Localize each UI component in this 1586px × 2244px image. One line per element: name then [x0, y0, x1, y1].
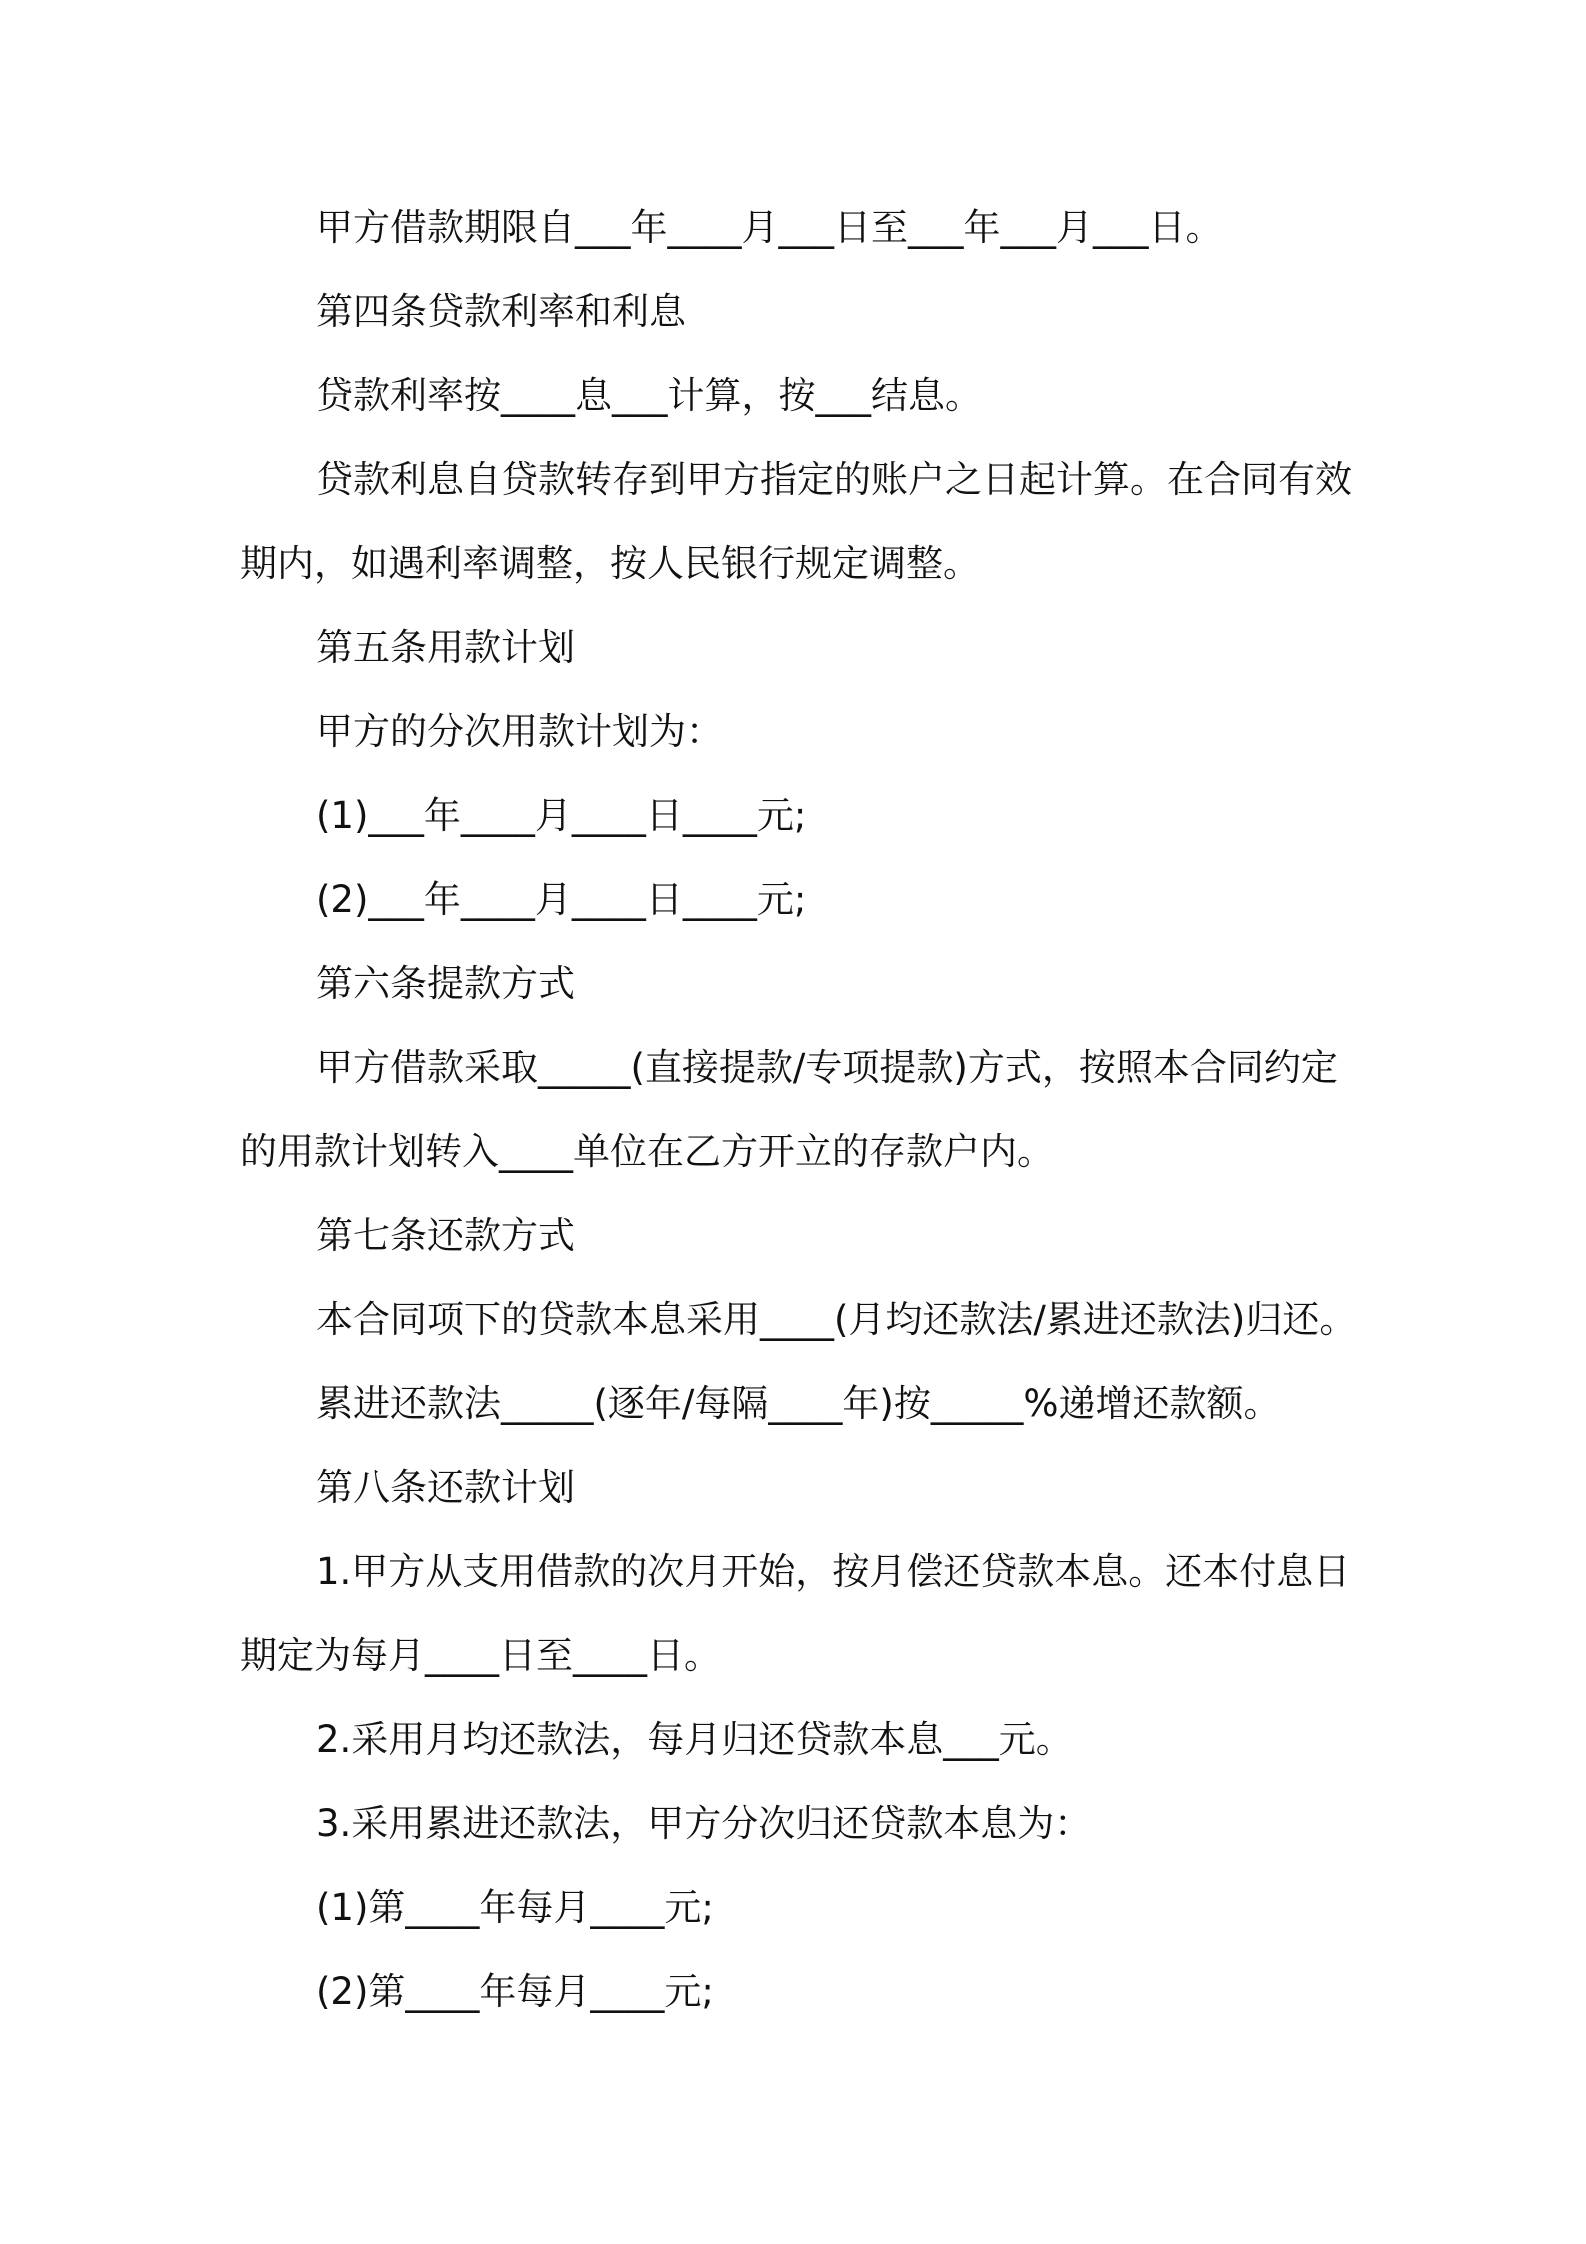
- interest-calc-line-2: 期内，如遇利率调整，按人民银行规定调整。: [240, 542, 980, 585]
- progressive-repayment-line: 累进还款法_____(逐年/每隔____年)按_____%递增还款额。: [316, 1382, 1281, 1425]
- repayment-plan-3: 3.采用累进还款法，甲方分次归还贷款本息为：: [316, 1802, 1092, 1845]
- repayment-method-line: 本合同项下的贷款本息采用____(月均还款法/累进还款法)归还。: [316, 1298, 1357, 1341]
- repayment-plan-1-line-2: 期定为每月____日至____日。: [240, 1634, 721, 1677]
- article-7-heading: 第七条还款方式: [316, 1214, 575, 1257]
- repayment-plan-1-line-1: 1.甲方从支用借款的次月开始，按月偿还贷款本息。还本付息日: [316, 1550, 1351, 1593]
- withdrawal-method-line-1: 甲方借款采取_____(直接提款/专项提款)方式，按照本合同约定: [316, 1046, 1338, 1089]
- article-4-heading: 第四条贷款利率和利息: [316, 290, 686, 333]
- loan-term-line: 甲方借款期限自___年____月___日至___年___月___日。: [316, 206, 1223, 249]
- interest-rate-line: 贷款利率按____息___计算，按___结息。: [316, 374, 982, 417]
- withdrawal-method-line-2: 的用款计划转入____单位在乙方开立的存款户内。: [240, 1130, 1054, 1173]
- repayment-plan-3-item-1: (1)第____年每月____元;: [316, 1886, 714, 1929]
- article-6-heading: 第六条提款方式: [316, 962, 575, 1005]
- usage-plan-item-2: (2)___年____月____日____元;: [316, 878, 807, 921]
- repayment-plan-2: 2.采用月均还款法，每月归还贷款本息___元。: [316, 1718, 1073, 1761]
- usage-plan-item-1: (1)___年____月____日____元;: [316, 794, 807, 837]
- interest-calc-line-1: 贷款利息自贷款转存到甲方指定的账户之日起计算。在合同有效: [316, 458, 1352, 501]
- article-8-heading: 第八条还款计划: [316, 1466, 575, 1509]
- usage-plan-intro: 甲方的分次用款计划为：: [316, 710, 723, 753]
- repayment-plan-3-item-2: (2)第____年每月____元;: [316, 1970, 714, 2013]
- article-5-heading: 第五条用款计划: [316, 626, 575, 669]
